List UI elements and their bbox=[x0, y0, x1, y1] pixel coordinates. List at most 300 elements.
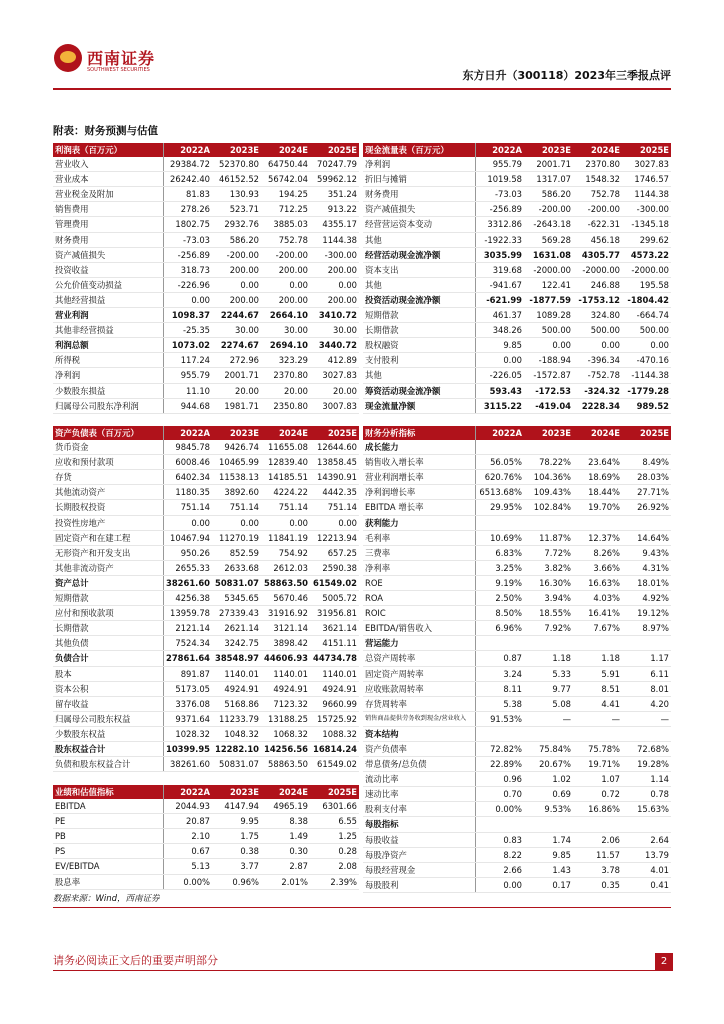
row-label: EV/EBITDA bbox=[53, 859, 163, 874]
table-row bbox=[53, 636, 359, 651]
table-row bbox=[53, 308, 359, 323]
row-label: 每股收益 bbox=[363, 832, 475, 847]
row-label: 无形资产和开发支出 bbox=[53, 545, 163, 560]
row-value: 8.50% bbox=[475, 606, 524, 621]
year-header: 2023E bbox=[524, 426, 573, 440]
row-value: 1317.07 bbox=[524, 172, 573, 187]
row-value: — bbox=[524, 711, 573, 726]
table-row bbox=[363, 368, 671, 383]
row-value: 61549.02 bbox=[310, 757, 359, 772]
table-header-label: 财务分析指标 bbox=[363, 426, 475, 440]
table-row bbox=[53, 398, 359, 413]
row-value: 27339.43 bbox=[212, 606, 261, 621]
row-value: 50831.07 bbox=[212, 575, 261, 590]
row-value: 9.85 bbox=[524, 847, 573, 862]
row-value: 194.25 bbox=[261, 187, 310, 202]
row-value: 569.28 bbox=[524, 232, 573, 247]
row-value: 18.01% bbox=[622, 575, 671, 590]
table-row bbox=[53, 202, 359, 217]
table-row bbox=[363, 560, 671, 575]
row-value: 2.01% bbox=[261, 874, 310, 889]
row-value: 12839.40 bbox=[261, 455, 310, 470]
row-label: 经营营运资本变动 bbox=[363, 217, 475, 232]
row-value: 2.08 bbox=[310, 859, 359, 874]
row-value: -200.00 bbox=[261, 247, 310, 262]
table-row bbox=[363, 308, 671, 323]
table-row bbox=[363, 606, 671, 621]
table-row bbox=[53, 757, 359, 772]
row-value: 10465.99 bbox=[212, 455, 261, 470]
row-label: 每股指标 bbox=[363, 817, 475, 832]
row-label: 财务费用 bbox=[363, 187, 475, 202]
row-value: 461.37 bbox=[475, 308, 524, 323]
row-value: 1.43 bbox=[524, 862, 573, 877]
row-value: 2274.67 bbox=[212, 338, 261, 353]
row-value: -419.04 bbox=[524, 398, 573, 413]
row-label: 每股股利 bbox=[363, 877, 475, 892]
table-row bbox=[363, 323, 671, 338]
row-value: 4.41 bbox=[573, 696, 622, 711]
table-row bbox=[363, 591, 671, 606]
row-value: 5.91 bbox=[573, 666, 622, 681]
row-label: 折旧与摊销 bbox=[363, 172, 475, 187]
row-label: 其他负债 bbox=[53, 636, 163, 651]
row-value: 6.55 bbox=[310, 814, 359, 829]
year-header: 2025E bbox=[310, 426, 359, 440]
row-label: 资本公积 bbox=[53, 681, 163, 696]
row-value: 0.00 bbox=[310, 277, 359, 292]
row-value: 1.17 bbox=[622, 651, 671, 666]
table-row bbox=[363, 157, 671, 172]
table-row bbox=[53, 485, 359, 500]
table-row bbox=[363, 500, 671, 515]
row-value bbox=[475, 440, 524, 455]
row-value: 78.22% bbox=[524, 455, 573, 470]
row-value: -172.53 bbox=[524, 383, 573, 398]
row-value: 456.18 bbox=[573, 232, 622, 247]
row-value: 4256.38 bbox=[163, 591, 212, 606]
row-label: 带息债务/总负债 bbox=[363, 757, 475, 772]
row-value: 7.67% bbox=[573, 621, 622, 636]
row-value: 319.68 bbox=[475, 262, 524, 277]
row-value: 6.96% bbox=[475, 621, 524, 636]
row-value: 8.49% bbox=[622, 455, 671, 470]
row-value: -256.89 bbox=[475, 202, 524, 217]
year-header: 2022A bbox=[163, 143, 212, 157]
row-value: 11233.79 bbox=[212, 711, 261, 726]
year-header: 2022A bbox=[163, 426, 212, 440]
row-value: 13188.25 bbox=[261, 711, 310, 726]
row-label: 货币资金 bbox=[53, 440, 163, 455]
table-row bbox=[53, 829, 359, 844]
row-value: 0.00 bbox=[622, 338, 671, 353]
row-label: 每股经营现金 bbox=[363, 862, 475, 877]
row-value: 0.67 bbox=[163, 844, 212, 859]
cashflow-statement-table bbox=[363, 143, 671, 414]
row-value: 586.20 bbox=[212, 232, 261, 247]
row-label: 短期借款 bbox=[363, 308, 475, 323]
row-value: 5.13 bbox=[163, 859, 212, 874]
page-header bbox=[0, 0, 724, 92]
row-value: 9.77 bbox=[524, 681, 573, 696]
row-value: 0.87 bbox=[475, 651, 524, 666]
row-label: 股息率 bbox=[53, 874, 163, 889]
row-value: 0.00 bbox=[261, 277, 310, 292]
row-label: 资产减值损失 bbox=[363, 202, 475, 217]
row-value: 4965.19 bbox=[261, 799, 310, 814]
row-value: -300.00 bbox=[310, 247, 359, 262]
row-label: 资本结构 bbox=[363, 726, 475, 741]
row-value: -1345.18 bbox=[622, 217, 671, 232]
row-value: 130.93 bbox=[212, 187, 261, 202]
row-value: 751.14 bbox=[212, 500, 261, 515]
row-value: 2.10 bbox=[163, 829, 212, 844]
row-value: 11270.19 bbox=[212, 530, 261, 545]
row-value: 3898.42 bbox=[261, 636, 310, 651]
row-value: 752.78 bbox=[573, 187, 622, 202]
logo-icon bbox=[54, 44, 82, 72]
table-row bbox=[53, 560, 359, 575]
row-label: 利润总额 bbox=[53, 338, 163, 353]
row-label: 现金流量净额 bbox=[363, 398, 475, 413]
row-label: 营运能力 bbox=[363, 636, 475, 651]
table-row bbox=[363, 353, 671, 368]
row-label: 固定资产和在建工程 bbox=[53, 530, 163, 545]
table-header-row bbox=[363, 426, 671, 440]
row-value: 6008.46 bbox=[163, 455, 212, 470]
year-header: 2025E bbox=[622, 426, 671, 440]
row-value: 523.71 bbox=[212, 202, 261, 217]
row-value: 19.70% bbox=[573, 500, 622, 515]
row-value: 26242.40 bbox=[163, 172, 212, 187]
row-value: 44734.78 bbox=[310, 651, 359, 666]
row-value: 4.01 bbox=[622, 862, 671, 877]
logo-subtext: SOUTHWEST SECURITIES bbox=[87, 67, 150, 73]
row-value: 18.69% bbox=[573, 470, 622, 485]
row-value: 9.43% bbox=[622, 545, 671, 560]
row-value: 200.00 bbox=[261, 292, 310, 307]
row-label: PE bbox=[53, 814, 163, 829]
footer-divider bbox=[53, 970, 671, 971]
row-value: 58863.50 bbox=[261, 575, 310, 590]
row-label: 归属母公司股东权益 bbox=[53, 711, 163, 726]
row-label: 存货 bbox=[53, 470, 163, 485]
row-value: 30.00 bbox=[212, 323, 261, 338]
row-label: 股权融资 bbox=[363, 338, 475, 353]
table-row bbox=[53, 338, 359, 353]
row-value: -1572.87 bbox=[524, 368, 573, 383]
table-header-label: 业绩和估值指标 bbox=[53, 785, 163, 799]
year-header: 2024E bbox=[261, 143, 310, 157]
row-label: 财务费用 bbox=[53, 232, 163, 247]
row-label: 其他非经营损益 bbox=[53, 323, 163, 338]
row-value: 351.24 bbox=[310, 187, 359, 202]
row-value: 1088.32 bbox=[310, 726, 359, 741]
row-value: 7.92% bbox=[524, 621, 573, 636]
table-row bbox=[53, 470, 359, 485]
table-row bbox=[53, 575, 359, 590]
row-value: 2633.68 bbox=[212, 560, 261, 575]
row-value: 3312.86 bbox=[475, 217, 524, 232]
table-row bbox=[53, 500, 359, 515]
table-row bbox=[363, 862, 671, 877]
table-row bbox=[363, 440, 671, 455]
table-row bbox=[53, 292, 359, 307]
row-value: 1.74 bbox=[524, 832, 573, 847]
row-value: 6402.34 bbox=[163, 470, 212, 485]
row-value: 0.35 bbox=[573, 877, 622, 892]
row-value: 16.63% bbox=[573, 575, 622, 590]
bottom-divider bbox=[53, 907, 671, 908]
row-label: 投资性房地产 bbox=[53, 515, 163, 530]
table-row bbox=[53, 681, 359, 696]
row-value: 20.00 bbox=[261, 383, 310, 398]
table-row bbox=[363, 470, 671, 485]
row-value: 0.00 bbox=[163, 515, 212, 530]
row-value: 4924.91 bbox=[261, 681, 310, 696]
row-value: 3115.22 bbox=[475, 398, 524, 413]
row-value: 4305.77 bbox=[573, 247, 622, 262]
row-value: 0.28 bbox=[310, 844, 359, 859]
row-value: 19.71% bbox=[573, 757, 622, 772]
row-value: 2.50% bbox=[475, 591, 524, 606]
row-value: 1140.01 bbox=[212, 666, 261, 681]
table-row bbox=[53, 741, 359, 756]
row-value bbox=[524, 817, 573, 832]
row-value: 3440.72 bbox=[310, 338, 359, 353]
row-value: 318.73 bbox=[163, 262, 212, 277]
year-header: 2025E bbox=[622, 143, 671, 157]
row-value: 2932.76 bbox=[212, 217, 261, 232]
row-label: 应收账款周转率 bbox=[363, 681, 475, 696]
row-label: 归属母公司股东净利润 bbox=[53, 398, 163, 413]
row-label: 营业成本 bbox=[53, 172, 163, 187]
row-value: 5.08 bbox=[524, 696, 573, 711]
row-value: 751.14 bbox=[163, 500, 212, 515]
row-value: 1.49 bbox=[261, 829, 310, 844]
table-row bbox=[53, 530, 359, 545]
row-value bbox=[475, 515, 524, 530]
row-value: 14390.91 bbox=[310, 470, 359, 485]
row-value: 5.38 bbox=[475, 696, 524, 711]
table-row bbox=[53, 621, 359, 636]
row-value: 3.66% bbox=[573, 560, 622, 575]
table-row bbox=[363, 187, 671, 202]
row-value: 46152.52 bbox=[212, 172, 261, 187]
data-source-note: 数据来源：Wind，西南证券 bbox=[53, 894, 160, 904]
row-label: 公允价值变动损益 bbox=[53, 277, 163, 292]
row-value: 0.41 bbox=[622, 877, 671, 892]
row-label: 短期借款 bbox=[53, 591, 163, 606]
row-value: -941.67 bbox=[475, 277, 524, 292]
table-row bbox=[53, 711, 359, 726]
row-value: 1144.38 bbox=[310, 232, 359, 247]
row-value: 75.78% bbox=[573, 741, 622, 756]
row-label: 净利润 bbox=[363, 157, 475, 172]
row-value: 2001.71 bbox=[212, 368, 261, 383]
row-value: 12282.10 bbox=[212, 741, 261, 756]
row-value: -300.00 bbox=[622, 202, 671, 217]
row-value: 752.78 bbox=[261, 232, 310, 247]
row-value: 15725.92 bbox=[310, 711, 359, 726]
row-label: 管理费用 bbox=[53, 217, 163, 232]
row-value: 1.02 bbox=[524, 772, 573, 787]
row-value: 246.88 bbox=[573, 277, 622, 292]
row-label: 资产减值损失 bbox=[53, 247, 163, 262]
row-value: -1804.42 bbox=[622, 292, 671, 307]
table-row bbox=[363, 262, 671, 277]
table-row bbox=[363, 515, 671, 530]
row-label: 三费率 bbox=[363, 545, 475, 560]
row-value: 8.26% bbox=[573, 545, 622, 560]
row-value: 891.87 bbox=[163, 666, 212, 681]
row-value: 27861.64 bbox=[163, 651, 212, 666]
row-value: 6301.66 bbox=[310, 799, 359, 814]
row-value bbox=[524, 440, 573, 455]
table-row bbox=[363, 817, 671, 832]
row-value bbox=[573, 636, 622, 651]
row-value: 56742.04 bbox=[261, 172, 310, 187]
table-row bbox=[53, 666, 359, 681]
row-value: 12.37% bbox=[573, 530, 622, 545]
table-row bbox=[363, 726, 671, 741]
row-value: 1.18 bbox=[573, 651, 622, 666]
row-label: 存货周转率 bbox=[363, 696, 475, 711]
row-value: 4924.91 bbox=[310, 681, 359, 696]
row-value: 1098.37 bbox=[163, 308, 212, 323]
row-value: 593.43 bbox=[475, 383, 524, 398]
row-value: -73.03 bbox=[163, 232, 212, 247]
row-value: 38548.97 bbox=[212, 651, 261, 666]
row-value: 8.38 bbox=[261, 814, 310, 829]
row-label: 筹资活动现金流净额 bbox=[363, 383, 475, 398]
row-value: 4.03% bbox=[573, 591, 622, 606]
table-row bbox=[53, 651, 359, 666]
row-value: 324.80 bbox=[573, 308, 622, 323]
row-label: 销售费用 bbox=[53, 202, 163, 217]
row-label: 股本 bbox=[53, 666, 163, 681]
row-value: 2.87 bbox=[261, 859, 310, 874]
table-row bbox=[53, 844, 359, 859]
row-value bbox=[573, 817, 622, 832]
logo-text: 西南证券 bbox=[87, 49, 156, 68]
row-value: 913.22 bbox=[310, 202, 359, 217]
row-value: 0.00 bbox=[310, 515, 359, 530]
table-row bbox=[363, 232, 671, 247]
row-label: 其他 bbox=[363, 368, 475, 383]
table-row bbox=[53, 323, 359, 338]
row-value: 56.05% bbox=[475, 455, 524, 470]
row-value: 5.33 bbox=[524, 666, 573, 681]
row-value: -1753.12 bbox=[573, 292, 622, 307]
row-value: 1140.01 bbox=[310, 666, 359, 681]
row-value: 2.66 bbox=[475, 862, 524, 877]
row-value: -664.74 bbox=[622, 308, 671, 323]
table-row bbox=[363, 398, 671, 413]
table-row bbox=[53, 247, 359, 262]
year-header: 2022A bbox=[475, 143, 524, 157]
row-label: 支付股利 bbox=[363, 353, 475, 368]
table-row bbox=[53, 606, 359, 621]
row-value bbox=[475, 636, 524, 651]
table-row bbox=[363, 802, 671, 817]
table-row bbox=[363, 338, 671, 353]
row-value: 1802.75 bbox=[163, 217, 212, 232]
row-value: 0.72 bbox=[573, 787, 622, 802]
row-value: 323.29 bbox=[261, 353, 310, 368]
row-label: 股利支付率 bbox=[363, 802, 475, 817]
table-row bbox=[53, 814, 359, 829]
row-label: 其他 bbox=[363, 277, 475, 292]
row-value: 52370.80 bbox=[212, 157, 261, 172]
row-value: 0.00 bbox=[475, 877, 524, 892]
row-label: ROE bbox=[363, 575, 475, 590]
balance-sheet-table bbox=[53, 426, 359, 772]
row-value: 4224.22 bbox=[261, 485, 310, 500]
table-row bbox=[363, 485, 671, 500]
row-value: 4573.22 bbox=[622, 247, 671, 262]
row-value: 9.95 bbox=[212, 814, 261, 829]
row-value: 712.25 bbox=[261, 202, 310, 217]
row-label: 速动比率 bbox=[363, 787, 475, 802]
row-value: -621.99 bbox=[475, 292, 524, 307]
row-value: 1981.71 bbox=[212, 398, 261, 413]
row-value: -188.94 bbox=[524, 353, 573, 368]
row-value: 3007.83 bbox=[310, 398, 359, 413]
row-value: 8.01 bbox=[622, 681, 671, 696]
table-row bbox=[53, 353, 359, 368]
table-row bbox=[363, 757, 671, 772]
row-value: 586.20 bbox=[524, 187, 573, 202]
row-value: 8.22 bbox=[475, 847, 524, 862]
row-value: 27.71% bbox=[622, 485, 671, 500]
row-value: 31956.81 bbox=[310, 606, 359, 621]
row-value: 195.58 bbox=[622, 277, 671, 292]
row-value: 0.00 bbox=[212, 277, 261, 292]
row-value: -2000.00 bbox=[622, 262, 671, 277]
row-value: 91.53% bbox=[475, 711, 524, 726]
financial-analysis-table bbox=[363, 426, 671, 893]
row-value: 19.28% bbox=[622, 757, 671, 772]
row-value: 10.69% bbox=[475, 530, 524, 545]
row-label: 净利率 bbox=[363, 560, 475, 575]
row-value: 26.92% bbox=[622, 500, 671, 515]
row-label: 总资产周转率 bbox=[363, 651, 475, 666]
row-value: 2612.03 bbox=[261, 560, 310, 575]
row-value: 0.00 bbox=[212, 515, 261, 530]
row-label: 销售商品提供劳务收到现金/营业收入 bbox=[363, 711, 475, 726]
row-value: 1073.02 bbox=[163, 338, 212, 353]
row-value: 3027.83 bbox=[622, 157, 671, 172]
row-value: 16.41% bbox=[573, 606, 622, 621]
row-label: 获利能力 bbox=[363, 515, 475, 530]
row-value: 2121.14 bbox=[163, 621, 212, 636]
row-value: 3.77 bbox=[212, 859, 261, 874]
row-value: 31916.92 bbox=[261, 606, 310, 621]
row-value: 11.10 bbox=[163, 383, 212, 398]
row-value bbox=[622, 817, 671, 832]
row-value: 0.00 bbox=[573, 338, 622, 353]
row-value: -2643.18 bbox=[524, 217, 573, 232]
row-value: 8.97% bbox=[622, 621, 671, 636]
row-value: 6513.68% bbox=[475, 485, 524, 500]
row-label: 所得税 bbox=[53, 353, 163, 368]
table-row bbox=[363, 651, 671, 666]
table-header-row bbox=[363, 143, 671, 157]
row-value: 852.59 bbox=[212, 545, 261, 560]
row-value bbox=[573, 726, 622, 741]
row-label: 每股净资产 bbox=[363, 847, 475, 862]
